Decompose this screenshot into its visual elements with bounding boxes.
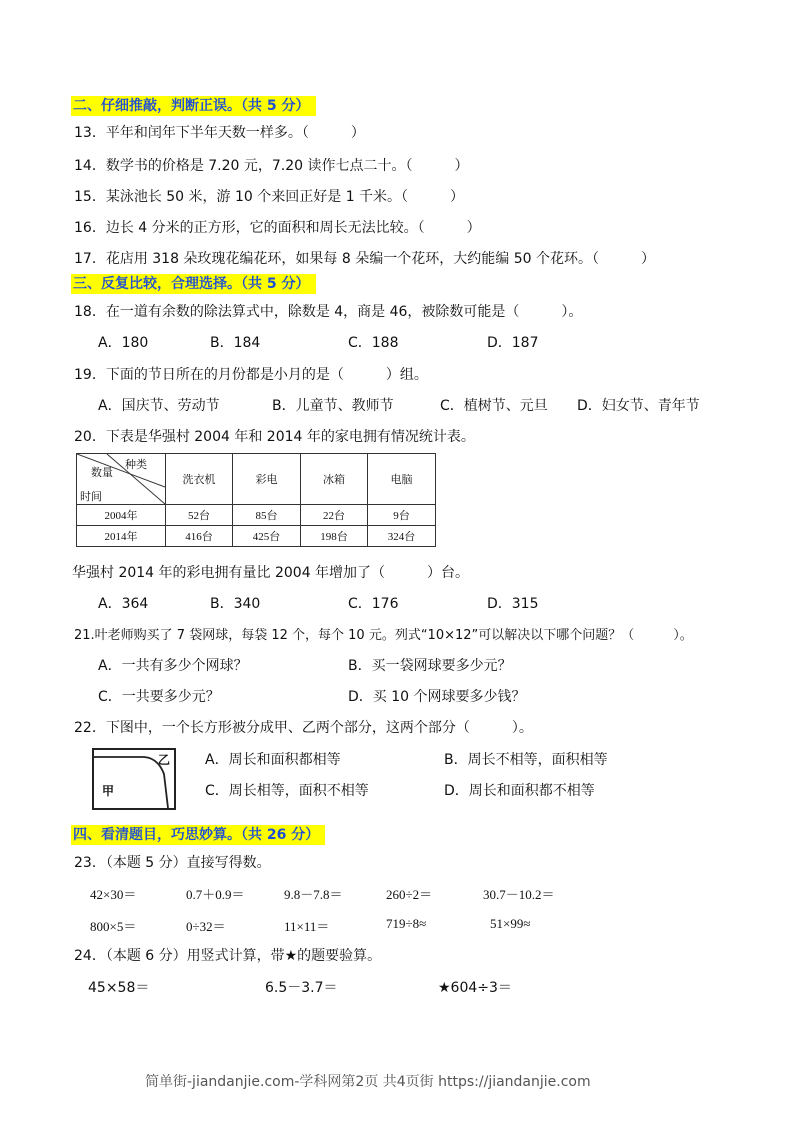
row-year: 2004年: [77, 505, 166, 526]
q19-option-a: A．国庆节、劳动节: [98, 398, 220, 414]
calc-item: 9.8－7.8＝: [284, 887, 343, 902]
q22-option-c: C．周长相等，面积不相等: [205, 783, 369, 799]
q21-option-a: A．一共有多少个网球？: [98, 658, 248, 674]
section-3-title: 三、反复比较，合理选择。（共 5 分）: [71, 274, 316, 294]
q22-option-d: D．周长和面积都不相等: [444, 783, 595, 799]
label-jia: 甲: [102, 784, 115, 798]
table-corner: [77, 454, 166, 505]
calc-item: 30.7－10.2＝: [483, 887, 555, 902]
table-cell: 22台: [301, 505, 368, 526]
table-cell: 9台: [368, 505, 436, 526]
question-24: 24．（本题 6 分）用竖式计算，带★的题要验算。: [74, 948, 382, 964]
question-23: 23．（本题 5 分）直接写得数。: [74, 855, 271, 871]
table-row: [77, 505, 436, 526]
question-16: 16．边长 4 分米的正方形，它的面积和周长无法比较。（ ）: [74, 220, 481, 236]
calc-item: 0÷32＝: [186, 919, 226, 934]
calc-item: 42×30＝: [90, 887, 137, 902]
question-17: 17．花店用 318 朵玫瑰花编花环，如果每 8 朵编一个花环，大约能编 50 个花环。（ ）: [74, 251, 655, 267]
row-year: 2014年: [77, 526, 166, 547]
rectangle-figure: [92, 748, 176, 810]
vertical-calc-item: 45×58＝: [88, 980, 150, 996]
question-22: 22．下图中，一个长方形被分成甲、乙两个部分，这两个部分（ ）。: [74, 720, 533, 736]
table-cell: 85台: [233, 505, 301, 526]
corner-type-label: 种类: [125, 459, 147, 471]
table-row: [77, 526, 436, 547]
calc-item: 0.7＋0.9＝: [186, 887, 245, 902]
q18-option-a: A．180: [98, 335, 149, 351]
table-cell: 198台: [301, 526, 368, 547]
question-20: 20．下表是华强村 2004 年和 2014 年的家电拥有情况统计表。: [74, 429, 475, 445]
q20-option-a: A．364: [98, 596, 149, 612]
question-20-ask: 华强村 2014 年的彩电拥有量比 2004 年增加了（ ）台。: [72, 565, 470, 581]
q21-option-d: D．买 10 个网球要多少钱？: [348, 689, 526, 705]
corner-time-label: 时间: [80, 491, 102, 503]
section-2-title: 二、仔细推敲，判断正误。（共 5 分）: [71, 96, 316, 116]
calc-item: 800×5＝: [90, 919, 137, 934]
q20-option-b: B．340: [210, 596, 261, 612]
calc-item: 11×11＝: [284, 919, 330, 934]
q21-option-c: C．一共要多少元？: [98, 689, 220, 705]
table-cell: 52台: [166, 505, 233, 526]
q22-option-b: B．周长不相等，面积相等: [444, 752, 608, 768]
vertical-calc-item: ★604÷3＝: [438, 980, 512, 996]
label-yi: 乙: [158, 753, 171, 767]
q20-option-c: C．176: [348, 596, 399, 612]
table-cell: 416台: [166, 526, 233, 547]
question-14: 14．数学书的价格是 7.20 元，7.20 读作七点二十。（ ）: [74, 158, 469, 174]
corner-qty-label: 数量: [91, 467, 113, 479]
col-header: 彩电: [233, 454, 301, 505]
question-13: 13．平年和闰年下半年天数一样多。（ ）: [74, 125, 365, 141]
q18-option-c: C．188: [348, 335, 399, 351]
appliance-stat-table: [76, 453, 436, 547]
q18-option-d: D．187: [487, 335, 539, 351]
section-4-title: 四、看清题目，巧思妙算。（共 26 分）: [71, 825, 325, 845]
col-header: 电脑: [368, 454, 436, 505]
q22-option-a: A．周长和面积都相等: [205, 752, 341, 768]
q21-option-b: B．买一袋网球要多少元？: [348, 658, 512, 674]
table-cell: 425台: [233, 526, 301, 547]
calc-item: 51×99≈: [490, 916, 531, 931]
calc-item: 260÷2＝: [386, 887, 433, 902]
table-cell: 324台: [368, 526, 436, 547]
calc-item: 719÷8≈: [386, 916, 427, 931]
vertical-calc-item: 6.5－3.7＝: [265, 980, 338, 996]
q19-option-b: B．儿童节、教师节: [272, 398, 394, 414]
q19-option-d: D．妇女节、青年节: [577, 398, 700, 414]
question-15: 15．某泳池长 50 米，游 10 个来回正好是 1 千米。（ ）: [74, 189, 465, 205]
question-18: 18．在一道有余数的除法算式中，除数是 4，商是 46，被除数可能是（ ）。: [74, 304, 583, 320]
q19-option-c: C．植树节、元旦: [440, 398, 548, 414]
question-21: 21.叶老师购买了 7 袋网球，每袋 12 个，每个 10 元。列式“10×12”可以解决以下哪个问题？（ ）。: [74, 628, 693, 643]
col-header: 洗衣机: [166, 454, 233, 505]
q20-option-d: D．315: [487, 596, 539, 612]
question-19: 19．下面的节日所在的月份都是小月的是（ ）组。: [74, 367, 428, 383]
page-footer: 简单街-jiandanjie.com-学科网第2页 共4页街 https://jiandanjie.com: [145, 1074, 591, 1090]
col-header: 冰箱: [301, 454, 368, 505]
q18-option-b: B．184: [210, 335, 261, 351]
